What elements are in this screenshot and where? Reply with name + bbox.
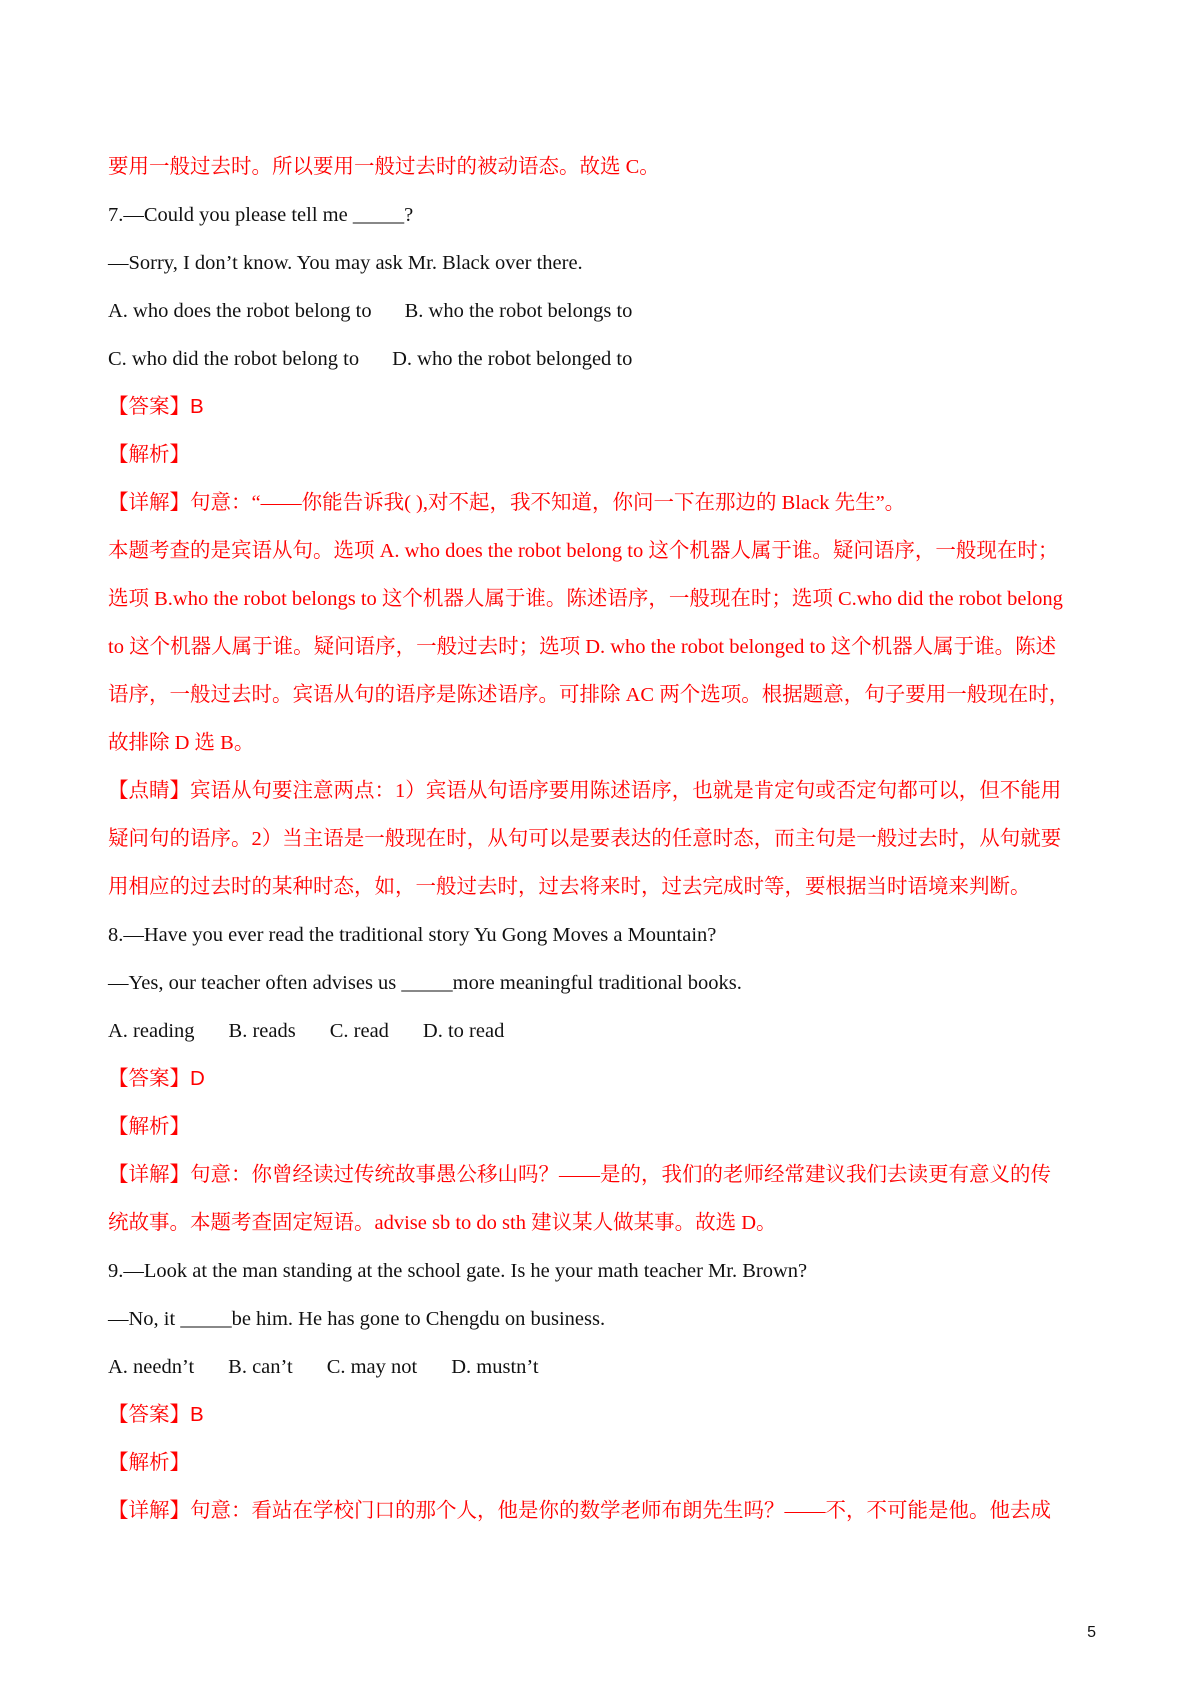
question-9-reply: —No, it _____be him. He has gone to Chengdu on business. [108,1308,606,1330]
option-c: C. who did the robot belong to [108,348,360,370]
tip-label: 【点睛】 [108,780,190,802]
explanation-line: 要用一般过去时。所以要用一般过去时的被动语态。故选 C。 [108,156,660,178]
detail-line: 本题考查的是宾语从句。选项 A. who does the robot belong to 这个机器人属于谁。疑问语序，一般现在时； [108,540,1059,562]
option-a: A. needn’t [108,1356,195,1378]
option-b: B. who the robot belongs to [404,300,633,322]
analysis-label: 【解析】 [108,444,190,466]
answer-line [108,1400,1108,1430]
tip-line: 用相应的过去时的某种时态，如，一般过去时，过去将来时，过去完成时等，要根据当时语境来判断。 [108,876,1031,898]
option-b: B. reads [228,1020,296,1042]
tip-line: 疑问句的语序。2）当主语是一般现在时，从句可以是要表达的任意时态，而主句是一般过去时，从句就要 [108,828,1062,850]
option-b: B. can’t [228,1356,293,1378]
option-a: A. reading [108,1020,195,1042]
detail-label: 【详解】 [108,1164,190,1186]
detail-line: 【详解】句意：你曾经读过传统故事愚公移山吗？——是的，我们的老师经常建议我们去读更有意义的传 [108,1164,1051,1186]
question-9-options [108,1352,1108,1382]
detail-line: 统故事。本题考查固定短语。advise sb to do sth 建议某人做某事。故选 D。 [108,1212,777,1234]
question-7-prompt: 7.—Could you please tell me _____? [108,204,414,226]
answer-value: B [190,1403,204,1426]
detail-label: 【详解】 [108,492,190,514]
question-7-options-row-1 [108,296,1108,326]
option-a: A. who does the robot belong to [108,300,372,322]
option-d: D. mustn’t [451,1356,539,1378]
answer-line [108,1064,1108,1094]
answer-value: B [190,395,204,418]
tip-line: 【点睛】宾语从句要注意两点：1）宾语从句语序要用陈述语序，也就是肯定句或否定句都可以，但不能用 [108,780,1062,802]
answer-label: 【答案】 [108,1404,190,1426]
answer-value: D [190,1067,205,1090]
detail-line: 语序，一般过去时。宾语从句的语序是陈述语序。可排除 AC 两个选项。根据题意，句子要用一般现在时， [108,684,1070,706]
option-c: C. read [329,1020,389,1042]
analysis-label: 【解析】 [108,1452,190,1474]
question-8-prompt: 8.—Have you ever read the traditional story Yu Gong Moves a Mountain? [108,924,717,946]
question-7-options-row-2 [108,344,1108,374]
detail-line: 【详解】句意：看站在学校门口的那个人，他是你的数学老师布朗先生吗？——不，不可能是他。他去成 [108,1500,1051,1522]
detail-line: 【详解】句意：“——你能告诉我( ),对不起，我不知道，你问一下在那边的 Black 先生”。 [108,492,906,514]
detail-label: 【详解】 [108,1500,190,1522]
answer-label: 【答案】 [108,1068,190,1090]
answer-line [108,392,1108,422]
question-7-reply: —Sorry, I don’t know. You may ask Mr. Black over there. [108,252,583,274]
answer-label: 【答案】 [108,396,190,418]
question-8-reply: —Yes, our teacher often advises us _____more meaningful traditional books. [108,972,742,994]
detail-line: 选项 B.who the robot belongs to 这个机器人属于谁。陈述语序，一般现在时；选项 C.who did the robot belong [108,588,1063,610]
detail-line: 故排除 D 选 B。 [108,732,255,754]
detail-line: to 这个机器人属于谁。疑问语序，一般过去时；选项 D. who the robot belonged to 这个机器人属于谁。陈述 [108,636,1057,658]
option-d: D. who the robot belonged to [392,348,633,370]
question-8-options [108,1016,1108,1046]
option-d: D. to read [422,1020,505,1042]
question-9-prompt: 9.—Look at the man standing at the school gate. Is he your math teacher Mr. Brown? [108,1260,808,1282]
option-c: C. may not [326,1356,418,1378]
analysis-label: 【解析】 [108,1116,190,1138]
page-number: 5 [1087,1624,1096,1641]
